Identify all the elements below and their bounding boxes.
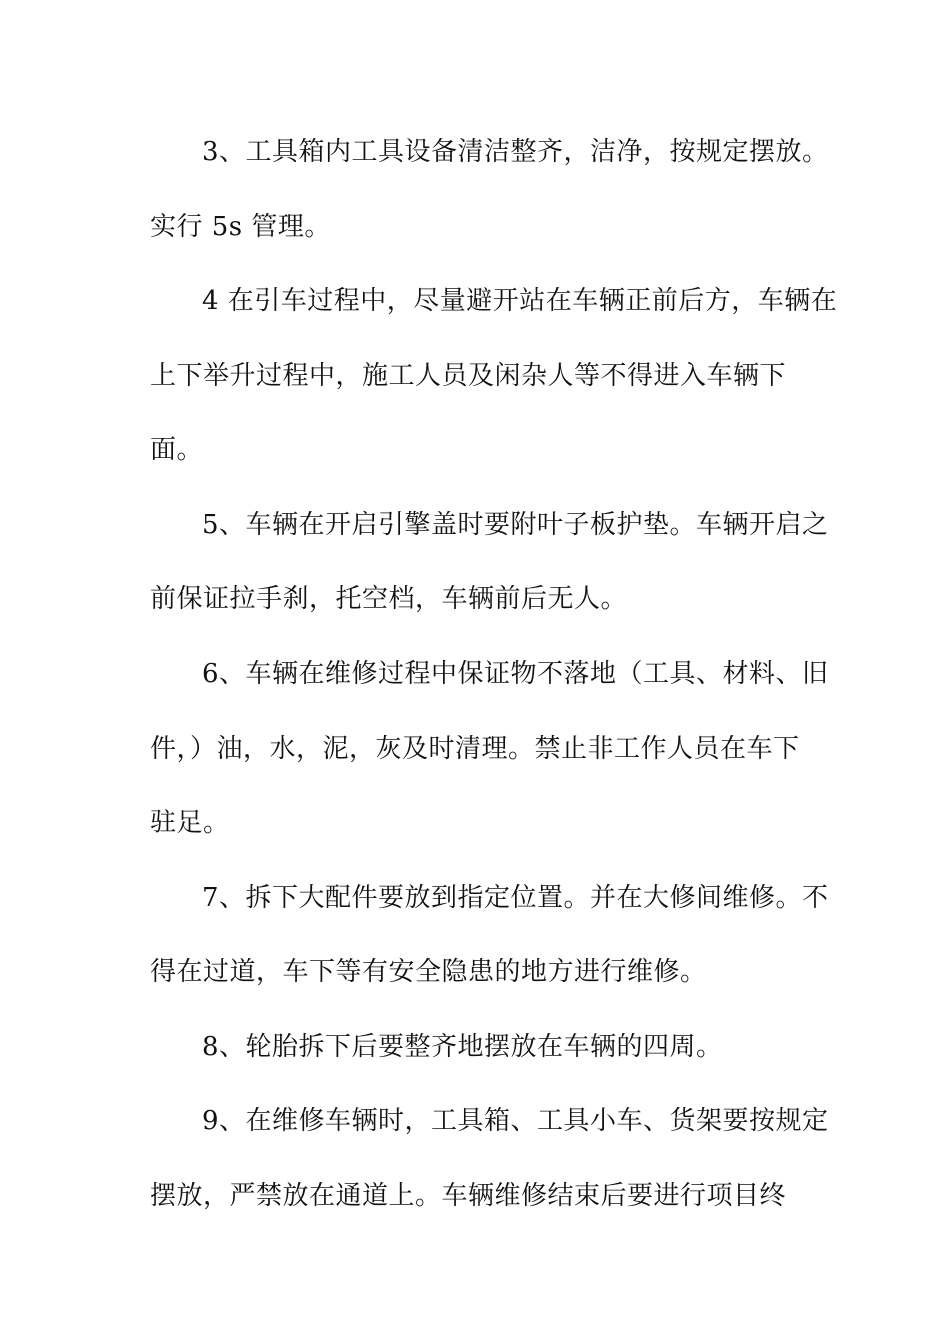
paragraph-4-line-1: 4 在引车过程中，尽量避开站在车辆正前后方，车辆在 [202,286,838,316]
paragraph-6-line-1: 6、车辆在维修过程中保证物不落地（工具、材料、旧 [202,659,829,689]
paragraph-6-line-3: 驻足。 [150,808,230,838]
paragraph-4-line-2: 上下举升过程中，施工人员及闲杂人等不得进入车辆下 [150,361,787,391]
paragraph-4-line-3: 面。 [150,435,204,465]
paragraph-9-line-1: 9、在维修车辆时，工具箱、工具小车、货架要按规定 [202,1106,829,1136]
paragraph-7-line-1: 7、拆下大配件要放到指定位置。并在大修间维修。不 [202,883,829,913]
paragraph-6-line-2: 件，）油，水，泥，灰及时清理。禁止非工作人员在车下 [150,734,800,764]
paragraph-7-line-2: 得在过道，车下等有安全隐患的地方进行维修。 [150,957,707,987]
paragraph-9-line-2: 摆放，严禁放在通道上。车辆维修结束后要进行项目终 [150,1181,787,1211]
paragraph-8-line-1: 8、轮胎拆下后要整齐地摆放在车辆的四周。 [202,1032,723,1062]
paragraph-3-line-2: 实行 5s 管理。 [150,212,331,242]
paragraph-5-line-2: 前保证拉手刹，托空档，车辆前后无人。 [150,584,628,614]
paragraph-3-line-1: 3、工具箱内工具设备清洁整齐，洁净，按规定摆放。 [202,137,829,167]
paragraph-5-line-1: 5、车辆在开启引擎盖时要附叶子板护垫。车辆开启之 [202,510,829,540]
